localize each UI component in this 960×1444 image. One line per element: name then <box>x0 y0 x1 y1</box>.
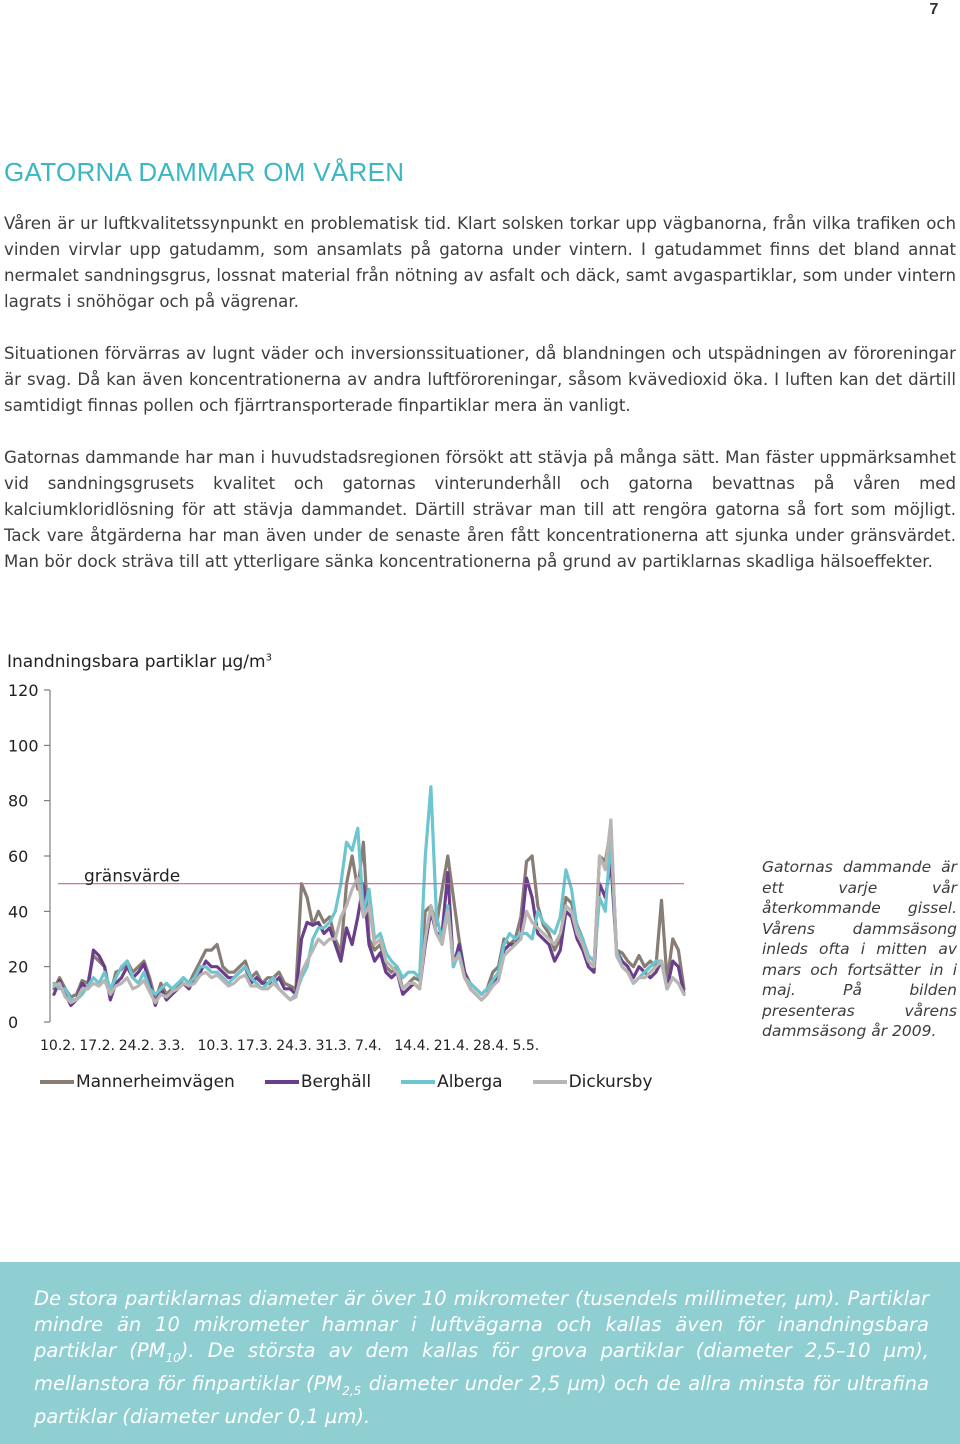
x-tick-label-1: 17.2. <box>79 1038 115 1054</box>
x-tick-label-2: 24.2. <box>118 1038 155 1054</box>
x-tick-label-6: 24.3. <box>276 1038 312 1054</box>
y-tick-label-80: 80 <box>8 791 29 811</box>
legend-item-alberga <box>401 1072 503 1092</box>
legend-swatch-mannerheimvagen <box>40 1080 74 1084</box>
chart-caption: Gatornas dammande är ett varje vår återkommande gissel. Vårens dammsäsong inleds ofta i mitten av mars och fortsätter in i maj. På bilden presenteras vårens dammsäsong år 2009. <box>762 858 957 1040</box>
body-text <box>4 211 956 601</box>
info-text-part-3: diameter under 2,5 µm) och de allra minsta för ultrafina partiklar (diameter under 0,1 µm). <box>34 1371 929 1428</box>
y-tick-label-60: 60 <box>8 847 29 866</box>
legend-swatch-berghall <box>265 1080 299 1084</box>
x-tick-label-5: 17.3. <box>236 1038 273 1054</box>
chart-title <box>7 652 272 672</box>
legend-swatch-alberga <box>401 1080 435 1084</box>
legend-item-mannerheimvagen <box>40 1072 235 1092</box>
y-tick-label-100: 100 <box>8 736 39 756</box>
legend-label-dickursby: Dickursby <box>568 1072 653 1092</box>
page-heading: GATORNA DAMMAR OM VÅREN <box>4 157 405 187</box>
legend-item-dickursby <box>533 1072 653 1092</box>
legend-label-mannerheimvagen: Mannerheimvägen <box>76 1072 235 1092</box>
info-box-text <box>34 1286 929 1430</box>
legend-swatch-dickursby <box>533 1080 567 1084</box>
x-tick-label-7: 31.3. <box>315 1038 352 1054</box>
chart-title-text: Inandningsbara partiklar µg/m <box>7 652 266 672</box>
y-tick-label-20: 20 <box>8 957 29 977</box>
chart-title-sup: 3 <box>265 652 272 664</box>
x-tick-label-0: 10.2. <box>40 1038 76 1054</box>
paragraph-2: Situationen förvärras av lugnt väder och inversionssituationer, då blandningen och utspädningen av föroreningar är svag. Då kan även koncentrationerna av andra luftföroreningar, såsom kvävedioxid öka. I luften kan det därtill samtidigt finnas pollen och fjärrtransporterade finpartiklar mera än vanligt. <box>4 344 956 415</box>
info-text-sub-1: 10 <box>165 1350 181 1365</box>
pm10-line-chart <box>0 676 700 1056</box>
info-text-part-2: ). De största av dem kallas för grova partiklar (diameter 2,5–10 µm), mellanstora för finpartiklar (PM <box>34 1339 929 1395</box>
legend-label-berghall: Berghäll <box>300 1072 372 1092</box>
x-tick-label-11: 28.4. <box>473 1038 509 1054</box>
paragraph-1: Våren är ur luftkvalitetssynpunkt en problematisk tid. Klart solsken torkar upp vägbanorna, från vilka trafiken och vinden virvlar upp gatudamm, som ansamlats på gatorna under vintern. I gatudammet finns det bland annat nermalet sandningsgrus, lossnat material från nötning av asfalt och däck, samt avgaspartiklar, som under vintern lagrats i snöhögar och på vägrenar. <box>4 214 956 311</box>
x-tick-label-12: 5.5. <box>512 1038 540 1054</box>
chart-legend <box>40 1072 683 1092</box>
page-number: 7 <box>929 1 939 18</box>
paragraph-3: Gatornas dammande har man i huvudstadsregionen försökt att stävja på många sätt. Man fäster uppmärksamhet vid sandningsgrusets kvalitet och gatornas vinterunderhåll och gatorna bevattnas på våren med kalciumkloridlösning för att stävja dammandet. Därtill strävar man till att rengöra gatorna så fort som möjligt. Tack vare åtgärderna har man även under de senaste åren fått koncentrationerna att sjunka under gränsvärdet. Man bör dock sträva till att ytterligare sänka koncentrationerna på grund av partiklarnas skadliga hälsoeffekter. <box>4 448 956 571</box>
legend-item-berghall <box>265 1072 371 1092</box>
info-text-part-1: De stora partiklarnas diameter är över 10 mikrometer (tusendels millimeter, µm). Partiklar mindre än 10 mikrometer hamnar i luftvägarna och kallas även för inandningsbara partiklar (PM <box>34 1287 929 1362</box>
x-tick-label-3: 3.3. <box>158 1038 185 1054</box>
y-tick-label-0: 0 <box>8 1013 19 1032</box>
y-tick-label-120: 120 <box>8 681 39 700</box>
y-tick-label-40: 40 <box>8 902 29 922</box>
x-tick-label-4: 10.3. <box>197 1038 234 1054</box>
info-text-sub-2: 2,5 <box>342 1383 362 1398</box>
x-tick-label-8: 7.4. <box>355 1038 382 1054</box>
info-box <box>0 1262 960 1444</box>
x-tick-label-9: 14.4. <box>394 1038 430 1054</box>
threshold-label: gränsvärde <box>84 866 181 887</box>
legend-label-alberga: Alberga <box>437 1072 503 1092</box>
x-tick-label-10: 21.4. <box>433 1038 470 1054</box>
